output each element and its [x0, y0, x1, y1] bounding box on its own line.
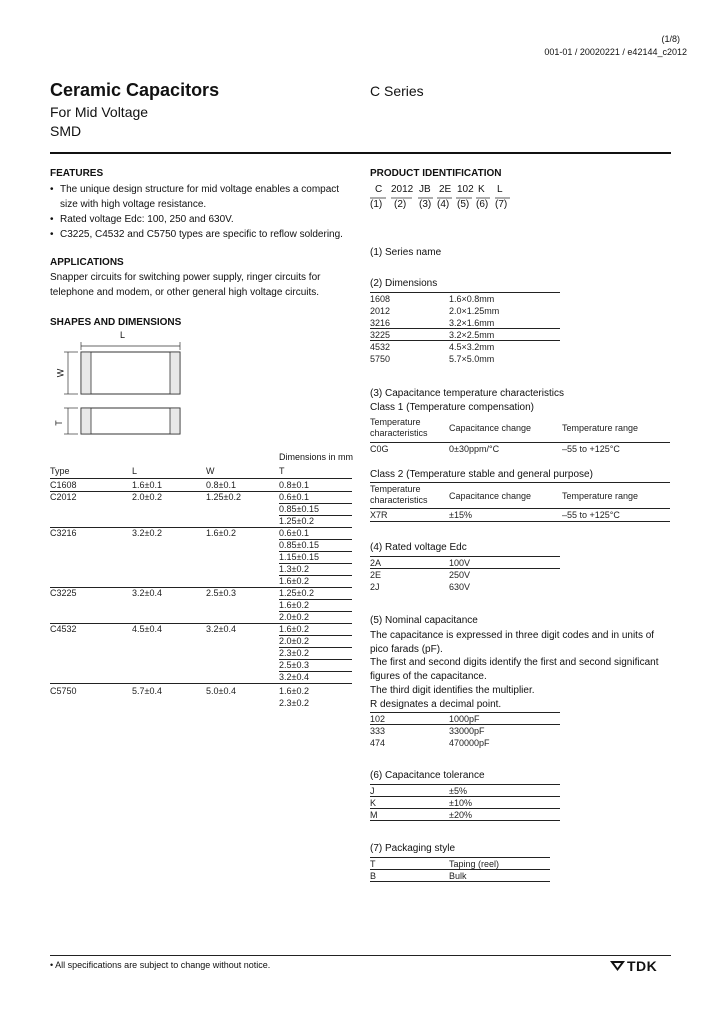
table-cell-code: 102: [370, 714, 386, 724]
table-cell-l: 3.2±0.4: [132, 588, 162, 598]
code-index: (6): [476, 199, 489, 210]
description-line: figures of the capacitance.: [370, 671, 487, 683]
table-cell-value: ±20%: [449, 810, 472, 820]
column-header: Capacitance change: [449, 423, 532, 433]
table-cell-t: 2.3±0.2: [279, 648, 309, 658]
table-cell-t: 2.3±0.2: [279, 698, 309, 708]
code-part: 102: [457, 184, 474, 195]
code-index: (4): [437, 199, 450, 210]
table-cell-size: 2.0×1.25mm: [449, 306, 500, 316]
footer-rule: [50, 955, 671, 956]
temp-char-heading: (3) Capacitance temperature characteristics: [370, 388, 564, 399]
table-cell-t: 1.6±0.2: [279, 624, 309, 634]
table-cell-type: C1608: [50, 480, 77, 490]
table-cell-l: 4.5±0.4: [132, 624, 162, 634]
table-cell-l: 5.7±0.4: [132, 686, 162, 696]
column-header: Temperature range: [562, 423, 639, 433]
code-part: 2012: [391, 184, 414, 195]
table-cell-t: 2.0±0.2: [279, 636, 309, 646]
table-cell-l: 3.2±0.2: [132, 528, 162, 538]
table-cell-t: 0.8±0.1: [279, 480, 309, 490]
tdk-logo: [610, 958, 657, 974]
table-cell-code: 333: [370, 726, 386, 736]
tolerance-heading: (6) Capacitance tolerance: [370, 770, 485, 781]
class1-table: [370, 417, 670, 461]
table-cell-value: ±5%: [449, 786, 467, 796]
table-cell-type: C3225: [50, 588, 77, 598]
table-cell-code: 2012: [370, 306, 391, 316]
column-header: Temperature characteristics: [370, 417, 428, 438]
class1-heading: Class 1 (Temperature compensation): [370, 402, 534, 413]
table-cell-value: 470000pF: [449, 738, 490, 748]
column-header-l: L: [132, 466, 138, 476]
table-cell-code: M: [370, 810, 378, 820]
table-cell-w: 1.25±0.2: [206, 492, 241, 502]
table-cell-t: 1.25±0.2: [279, 516, 314, 526]
table-cell-code: 5750: [370, 354, 391, 364]
column-header: Temperature range: [562, 491, 639, 501]
table-cell: X7R: [370, 510, 388, 520]
code-part: K: [478, 184, 485, 195]
code-index: (7): [495, 199, 508, 210]
table-cell-value: 100V: [449, 558, 471, 568]
table-cell-type: C2012: [50, 492, 77, 502]
feature-item: • The unique design structure for mid voltage enables a compact size with high voltage resistance.: [50, 182, 355, 212]
table-cell-code: 474: [370, 738, 386, 748]
code-underlines: [370, 196, 520, 202]
table-cell-code: J: [370, 786, 375, 796]
table-cell-size: 3.2×1.6mm: [449, 318, 495, 328]
code-index: (3): [419, 199, 432, 210]
page-number: (1/8): [661, 34, 680, 44]
label-thickness: T: [53, 420, 64, 426]
code-part: C: [375, 184, 383, 195]
description-line: R designates a decimal point.: [370, 698, 502, 710]
table-cell-t: 1.3±0.2: [279, 564, 309, 574]
description-line: The third digit identifies the multiplier.: [370, 684, 535, 696]
features-list: [50, 182, 355, 242]
table-cell-size: 3.2×2.5mm: [449, 330, 495, 340]
tdk-logo-text: TDK: [627, 958, 658, 974]
subtitle-smd: SMD: [50, 123, 82, 139]
table-cell-size: 4.5×3.2mm: [449, 342, 495, 352]
code-index: (1): [370, 199, 383, 210]
table-cell-t: 2.0±0.2: [279, 612, 309, 622]
code-index: (2): [394, 199, 407, 210]
code-part: 2E: [439, 184, 452, 195]
table-cell-value: Taping (reel): [449, 859, 500, 869]
description-line: The first and second digits identify the first and second significant: [370, 657, 659, 669]
table-cell-value: ±10%: [449, 798, 472, 808]
table-cell-t: 0.85±0.15: [279, 504, 319, 514]
column-header-t: T: [279, 466, 285, 476]
footer-note: • All specifications are subject to change without notice.: [50, 960, 271, 970]
table-cell-type: C5750: [50, 686, 77, 696]
applications-text: Snapper circuits for switching power supply, ringer circuits for telephone and modem, or other general high voltage circuits.: [50, 272, 321, 298]
column-header-type: Type: [50, 466, 70, 476]
table-cell-t: 1.25±0.2: [279, 588, 314, 598]
table-cell-t: 3.2±0.4: [279, 672, 309, 682]
table-cell-code: 1608: [370, 294, 391, 304]
tdk-logo-mark-icon: [610, 960, 625, 972]
features-heading: FEATURES: [50, 168, 104, 179]
table-cell-type: C3216: [50, 528, 77, 538]
table-cell-t: 0.6±0.1: [279, 492, 309, 502]
table-cell-w: 5.0±0.4: [206, 686, 236, 696]
table-cell-t: 1.6±0.2: [279, 576, 309, 586]
table-cell-w: 3.2±0.4: [206, 624, 236, 634]
class2-table: [370, 484, 670, 524]
column-header: Temperature characteristics: [370, 484, 428, 505]
column-header: Capacitance change: [449, 491, 532, 501]
table-cell-code: B: [370, 871, 377, 881]
product-id-heading: PRODUCT IDENTIFICATION: [370, 168, 502, 179]
code-index: (5): [457, 199, 470, 210]
column-header-w: W: [206, 466, 215, 476]
table-cell-w: 0.8±0.1: [206, 480, 236, 490]
table-cell-code: 3225: [370, 330, 391, 340]
dimensions-heading: (2) Dimensions: [370, 278, 438, 289]
rated-voltage-heading: (4) Rated voltage Edc: [370, 542, 467, 553]
table-cell-code: 3216: [370, 318, 391, 328]
table-cell-code: 2A: [370, 558, 382, 568]
table-cell: ±15%: [449, 510, 472, 520]
nominal-cap-heading: (5) Nominal capacitance: [370, 615, 478, 626]
series-name-heading: (1) Series name: [370, 247, 442, 258]
dimension-units: Dimensions in mm: [278, 452, 353, 462]
title-rule: [50, 152, 671, 154]
code-part: L: [497, 184, 503, 195]
table-cell-value: 250V: [449, 570, 471, 580]
packaging-heading: (7) Packaging style: [370, 843, 456, 854]
label-width: W: [55, 368, 66, 378]
table-cell-size: 5.7×5.0mm: [449, 354, 495, 364]
table-cell-t: 0.6±0.1: [279, 528, 309, 538]
table-cell-value: 1000pF: [449, 714, 480, 724]
page-title: Ceramic Capacitors: [50, 80, 220, 100]
table-cell: C0G: [370, 444, 389, 454]
table-cell-code: 4532: [370, 342, 391, 352]
table-cell: 0±30ppm/°C: [449, 444, 500, 454]
class2-heading: Class 2 (Temperature stable and general purpose): [370, 469, 593, 480]
description-line: The capacitance is expressed in three digit codes and in units of: [370, 630, 655, 641]
table-cell-value: Bulk: [449, 871, 467, 881]
nominal-cap-description: [370, 629, 675, 711]
table-cell: –55 to +125°C: [562, 510, 620, 520]
shapes-heading: SHAPES AND DIMENSIONS: [50, 317, 182, 328]
table-cell-t: 1.15±0.15: [279, 552, 319, 562]
description-line: pico farads (pF).: [370, 643, 443, 655]
document-code: 001-01 / 20020221 / e42144_c2012: [544, 47, 687, 57]
table-cell-t: 0.85±0.15: [279, 540, 319, 550]
subtitle-voltage: For Mid Voltage: [50, 104, 149, 120]
table-cell: –55 to +125°C: [562, 444, 620, 454]
table-cell-w: 1.6±0.2: [206, 528, 236, 538]
table-cell-size: 1.6×0.8mm: [449, 294, 495, 304]
feature-item: • C3225, C4532 and C5750 types are specific to reflow soldering.: [50, 227, 355, 242]
applications-heading: APPLICATIONS: [50, 257, 124, 268]
series-title: C Series: [370, 83, 424, 99]
table-cell-value: 33000pF: [449, 726, 485, 736]
label-length: L: [120, 330, 126, 340]
table-cell-t: 1.6±0.2: [279, 600, 309, 610]
table-cell-value: 630V: [449, 582, 471, 592]
table-cell-w: 2.5±0.3: [206, 588, 236, 598]
table-cell-l: 2.0±0.2: [132, 492, 162, 502]
table-cell-code: T: [370, 859, 376, 869]
table-cell-code: 2J: [370, 582, 380, 592]
chip-dimension-drawing: [48, 328, 208, 438]
table-cell-type: C4532: [50, 624, 77, 634]
code-part: JB: [419, 184, 431, 195]
table-cell-code: K: [370, 798, 377, 808]
table-cell-l: 1.6±0.1: [132, 480, 162, 490]
table-cell-code: 2E: [370, 570, 382, 580]
feature-item: • Rated voltage Edc: 100, 250 and 630V.: [50, 212, 355, 227]
table-cell-t: 1.6±0.2: [279, 686, 309, 696]
table-cell-t: 2.5±0.3: [279, 660, 309, 670]
